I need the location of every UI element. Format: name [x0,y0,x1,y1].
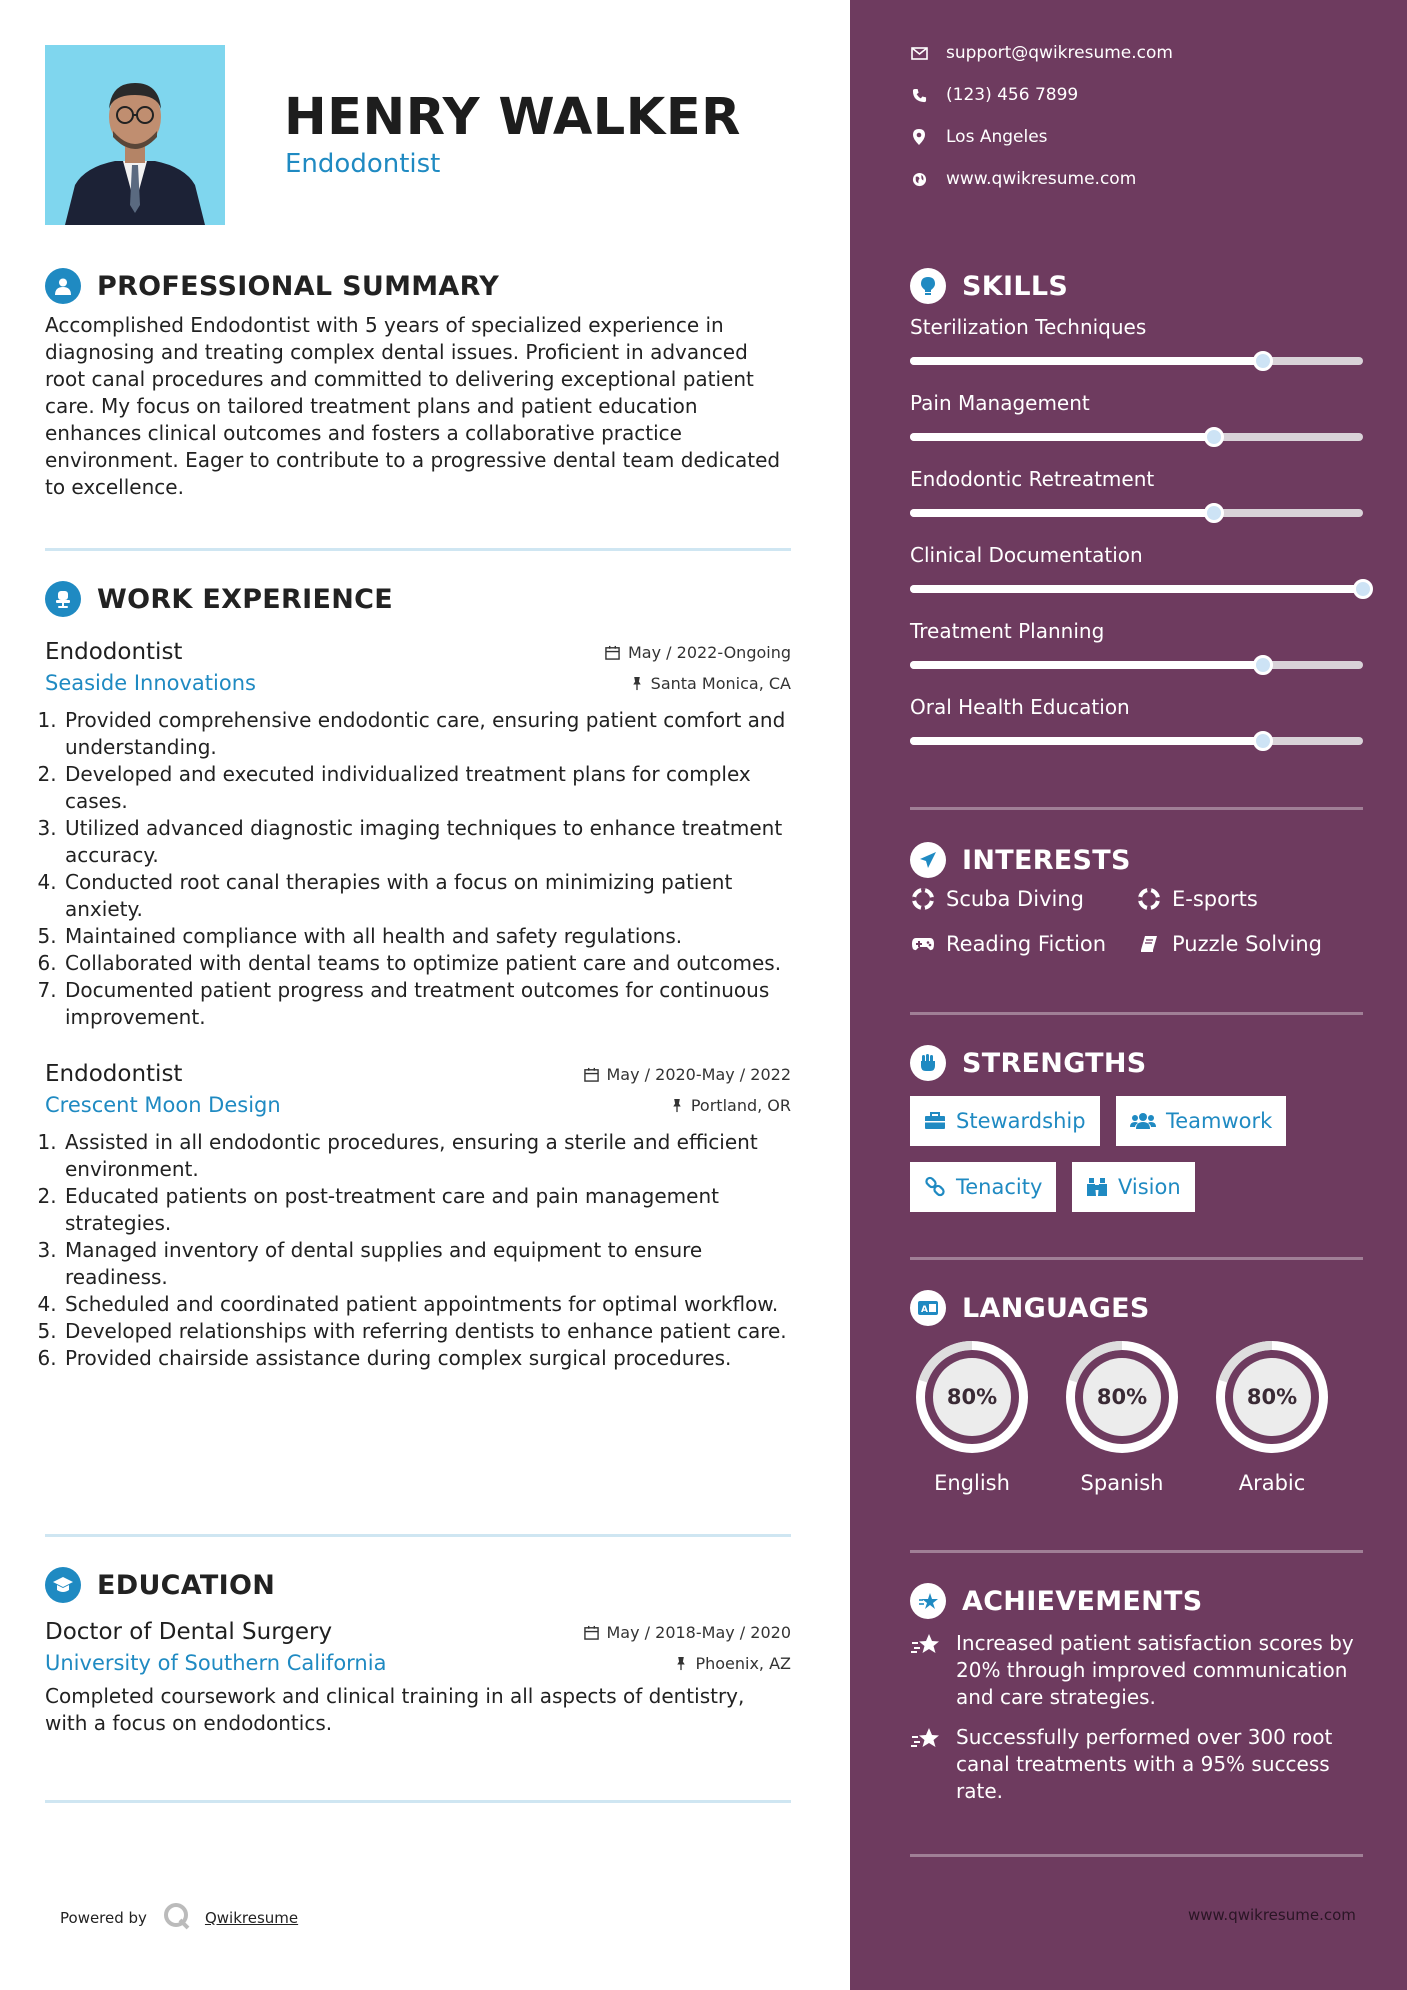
achievements-heading: ACHIEVEMENTS [910,1581,1203,1621]
education-dates: May / 2018-May / 2020 [584,1623,792,1642]
job-role: Endodontist [45,639,183,665]
summary-text: Accomplished Endodontist with 5 years of specialized experience in diagnosing and treating complex dental issues. Proficient in advanced root canal procedures and committed to delivering exceptional patient care. My focus on tailored treatment plans and patient education enhances clinical outcomes and fosters a collaborative practice environment. Eager to contribute to a progressive dental team dedicated to excellence. [45,313,781,499]
list-item: 4. Conducted root canal therapies with a focus on minimizing patient anxiety. [63,869,791,923]
profile-photo [45,45,225,225]
section-divider [910,1550,1363,1553]
skill-bar-fill [910,509,1214,517]
skills-heading: SKILLS [910,266,1068,306]
job-dates: May / 2020-May / 2022 [584,1065,792,1084]
list-item: 6. Collaborated with dental teams to optimize patient care and outcomes. [63,950,791,977]
interest-item: E-sports [1136,887,1258,911]
skill-bar [910,737,1363,745]
list-item: 5. Maintained compliance with all health and safety regulations. [63,923,791,950]
education-entry [45,1619,791,1737]
phone-icon [910,88,928,103]
company-name: Seaside Innovations [45,671,256,695]
qwikresume-link[interactable]: Qwikresume [204,1909,299,1927]
skill-bar [910,661,1363,669]
skill-bar-knob [1353,579,1373,599]
language-ring: 80% [910,1335,1034,1459]
education-section [45,1565,791,1737]
calendar-icon [584,1625,599,1640]
summary-heading: PROFESSIONAL SUMMARY [45,266,791,306]
map-marker-icon [910,129,928,145]
fist-icon [910,1045,946,1081]
language-item: 80% Arabic [1210,1335,1334,1495]
strength-tag: Tenacity [910,1162,1056,1212]
footer-site-link[interactable]: www.qwikresume.com [1188,1906,1356,1924]
lifebuoy-icon [1136,888,1162,910]
job-bullets [45,1129,791,1372]
candidate-name: HENRY WALKER [284,88,741,147]
skill-bar-knob [1253,731,1273,751]
interest-item: Scuba Diving [910,887,1084,911]
book-icon [1136,934,1162,954]
skill-item: Clinical Documentation [910,543,1363,593]
section-divider [910,1012,1363,1015]
contact-website[interactable]: www.qwikresume.com [910,169,1136,189]
star-icon [910,1726,942,1756]
calendar-icon [584,1067,599,1082]
candidate-title: Endodontist [285,149,441,179]
skill-bar-fill [910,661,1263,669]
contact-location: Los Angeles [910,127,1048,147]
lightbulb-icon [910,268,946,304]
language-item: 80% English [910,1335,1034,1495]
list-item: 3. Managed inventory of dental supplies and equipment to ensure readiness. [63,1237,791,1291]
language-ring: 80% [1060,1335,1184,1459]
list-item: 1. Provided comprehensive endodontic care, ensuring patient comfort and understanding. [63,707,791,761]
languages-heading: A LANGUAGES [910,1288,1150,1328]
job-entry [45,639,791,1031]
job-dates: May / 2022-Ongoing [605,643,791,662]
svg-text:A: A [921,1305,928,1315]
skill-bar-knob [1204,503,1224,523]
job-location: Portland, OR [671,1096,791,1115]
calendar-icon [605,645,620,660]
interest-item: Puzzle Solving [1136,932,1322,956]
section-divider [910,1257,1363,1260]
interest-item: Reading Fiction [910,932,1106,956]
strength-tag: Stewardship [910,1096,1100,1146]
achievement-item: Successfully performed over 300 root canal treatments with a 95% success rate. [910,1724,1370,1805]
link-icon [924,1176,946,1198]
skill-bar-knob [1253,655,1273,675]
contact-phone[interactable]: (123) 456 7899 [910,85,1078,105]
experience-section [45,579,791,1372]
education-location: Phoenix, AZ [675,1654,791,1673]
envelope-icon [910,47,928,60]
skill-bar-fill [910,585,1363,593]
skill-bar-knob [1253,351,1273,371]
education-description: Completed coursework and clinical training in all aspects of dentistry, with a focus on endodontics. [45,1684,745,1735]
section-divider [45,1534,791,1537]
skill-bar [910,357,1363,365]
contact-email[interactable]: support@qwikresume.com [910,43,1173,63]
skill-bar-fill [910,357,1263,365]
list-item: 7. Documented patient progress and treatment outcomes for continuous improvement. [63,977,791,1031]
users-icon [1130,1112,1156,1130]
achievement-item: Increased patient satisfaction scores by 20% through improved communication and care strategies. [910,1630,1370,1711]
binoculars-icon [1086,1177,1108,1197]
list-item: 3. Utilized advanced diagnostic imaging techniques to enhance treatment accuracy. [63,815,791,869]
star-badge-icon [910,1583,946,1619]
translate-icon [910,1290,946,1326]
list-item: 2. Educated patients on post-treatment care and pain management strategies. [63,1183,791,1237]
interests-heading: INTERESTS [910,840,1131,880]
strength-tag: Vision [1072,1162,1195,1212]
education-heading: EDUCATION [45,1565,791,1605]
job-bullets [45,707,791,1031]
list-item: 1. Assisted in all endodontic procedures, ensuring a sterile and efficient environment. [63,1129,791,1183]
skill-item: Pain Management [910,391,1363,441]
list-item: 5. Developed relationships with referring dentists to enhance patient care. [63,1318,791,1345]
skill-item: Sterilization Techniques [910,315,1363,365]
graduation-cap-icon [45,1567,81,1603]
powered-by: Powered by Qwikresume [60,1902,298,1934]
strengths-heading: STRENGTHS [910,1043,1147,1083]
summary-section [45,266,791,501]
skill-bar [910,509,1363,517]
strength-tag: Teamwork [1116,1096,1286,1146]
skill-bar-fill [910,737,1263,745]
skill-item: Oral Health Education [910,695,1363,745]
section-divider [45,1800,791,1803]
list-item: 4. Scheduled and coordinated patient appointments for optimal workflow. [63,1291,791,1318]
school-name: University of Southern California [45,1651,387,1675]
section-divider [45,548,791,551]
job-entry [45,1061,791,1372]
briefcase-icon [924,1112,946,1130]
qwikresume-logo-icon [163,1902,191,1934]
skill-bar [910,433,1363,441]
briefcase-chair-icon [45,581,81,617]
list-item: 6. Provided chairside assistance during complex surgical procedures. [63,1345,791,1372]
language-ring: 80% [1210,1335,1334,1459]
pin-icon [671,1098,683,1113]
globe-icon [910,172,928,187]
job-location: Santa Monica, CA [631,674,791,693]
degree: Doctor of Dental Surgery [45,1619,333,1645]
skill-bar [910,585,1363,593]
skill-item: Treatment Planning [910,619,1363,669]
lifebuoy-icon [910,888,936,910]
paper-plane-icon [910,842,946,878]
user-icon [45,268,81,304]
experience-heading: WORK EXPERIENCE [45,579,791,619]
pin-icon [675,1656,687,1671]
gamepad-icon [910,936,936,952]
star-icon [910,1632,942,1662]
list-item: 2. Developed and executed individualized treatment plans for complex cases. [63,761,791,815]
skill-bar-knob [1204,427,1224,447]
section-divider [910,1854,1363,1857]
skill-item: Endodontic Retreatment [910,467,1363,517]
pin-icon [631,676,643,691]
company-name: Crescent Moon Design [45,1093,281,1117]
section-divider [910,807,1363,810]
language-item: 80% Spanish [1060,1335,1184,1495]
job-role: Endodontist [45,1061,183,1087]
sidebar [850,0,1407,1990]
skill-bar-fill [910,433,1214,441]
